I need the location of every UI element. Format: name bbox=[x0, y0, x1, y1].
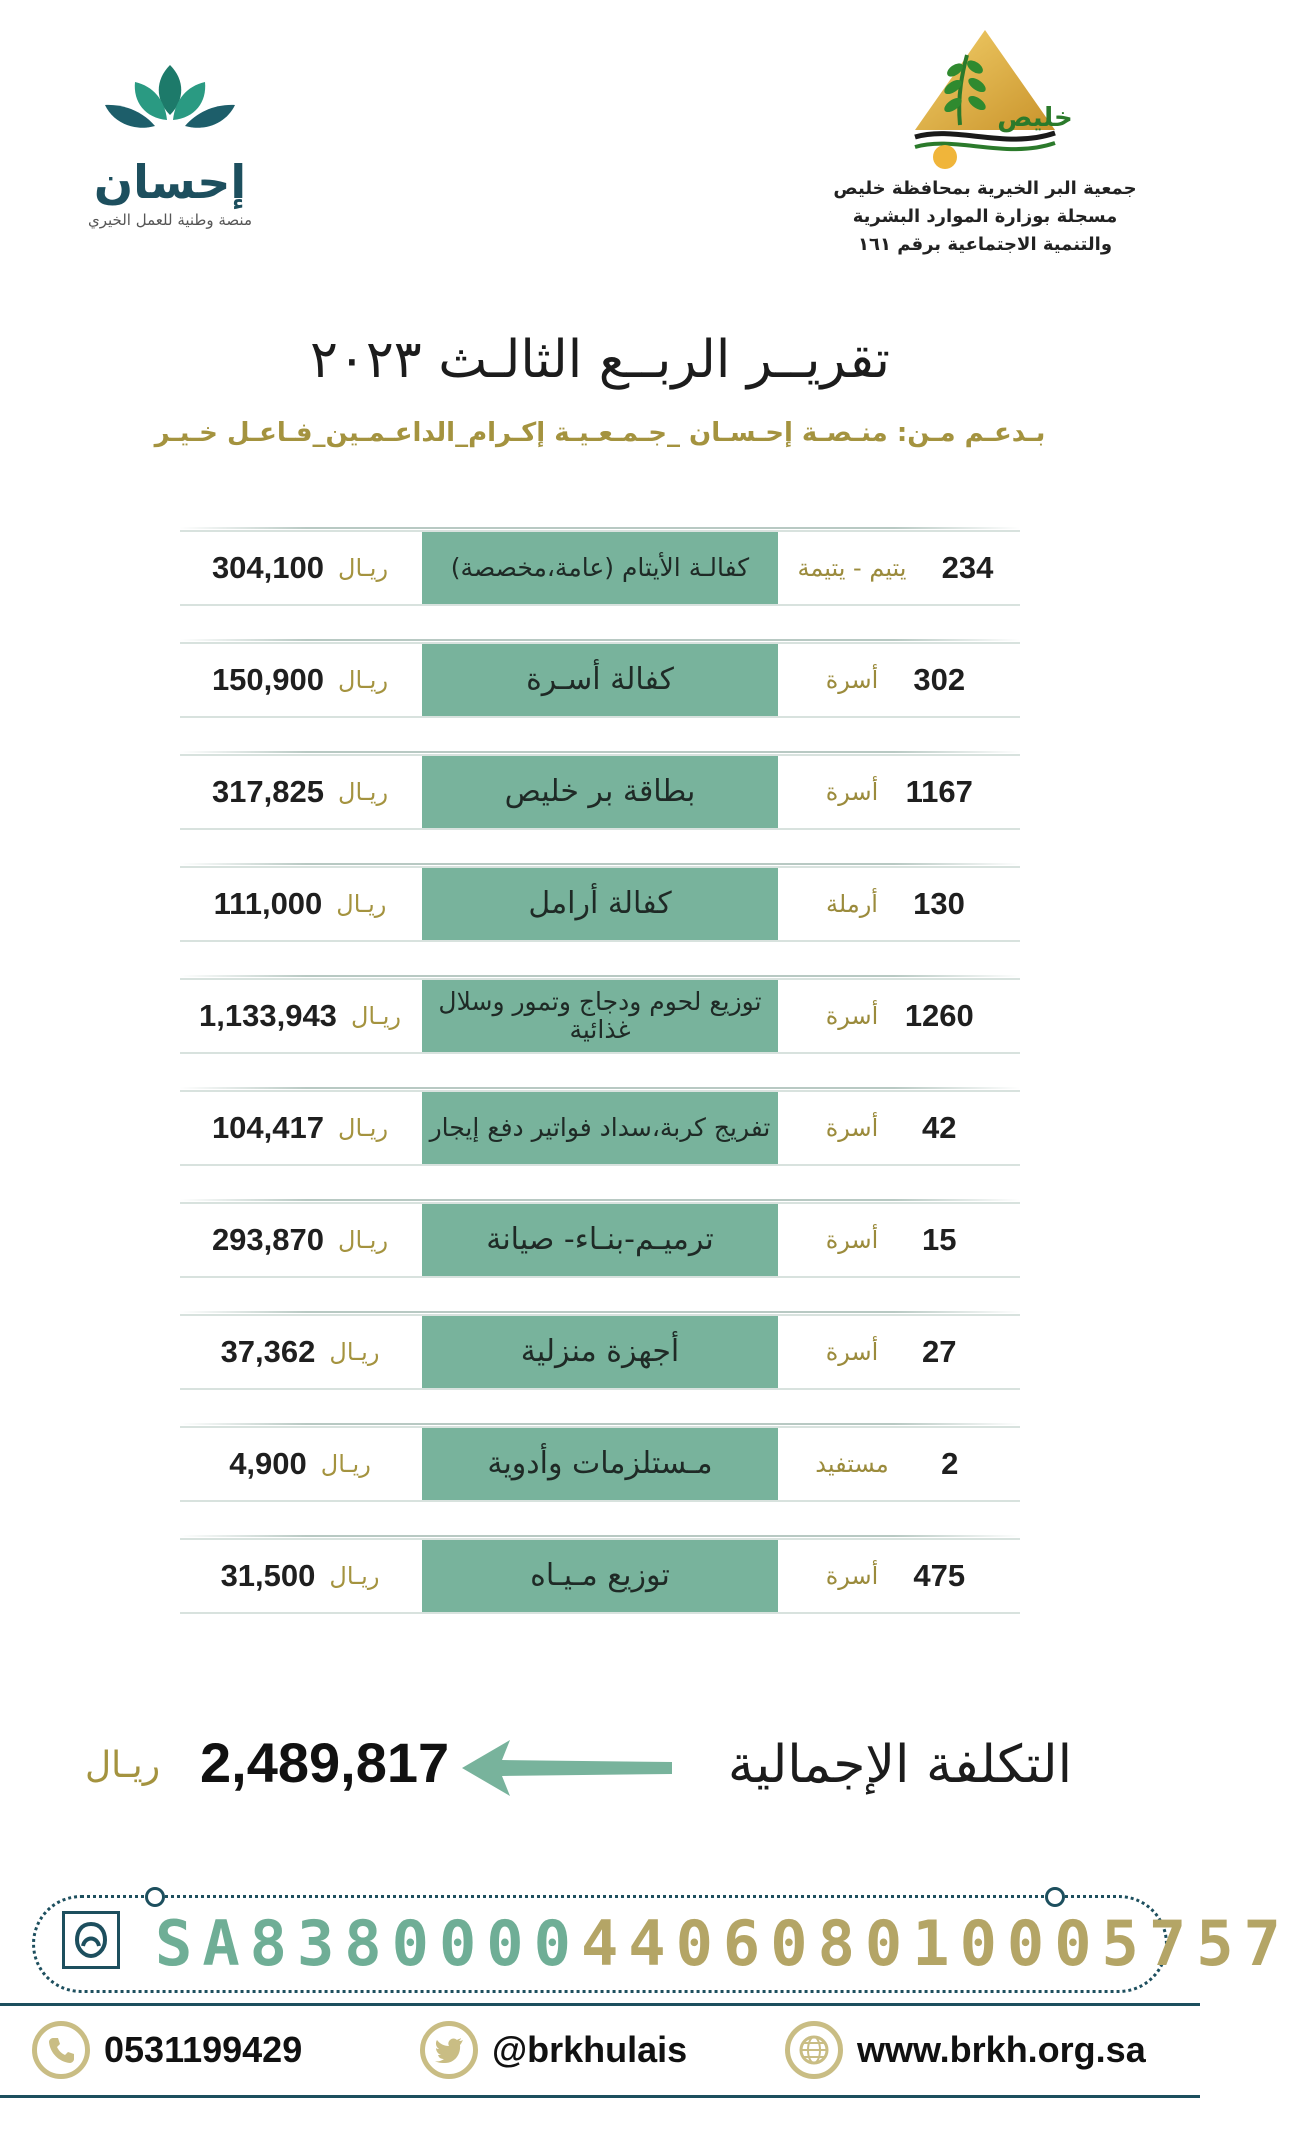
count-value: 302 bbox=[913, 662, 966, 697]
service-cell: توزيع لحوم ودجاج وتمور وسلال غذائية bbox=[422, 980, 778, 1052]
count-unit: أسرة bbox=[825, 1002, 879, 1030]
amount-value: 111,000 bbox=[213, 886, 323, 921]
amount-cell bbox=[180, 1428, 420, 1500]
table-row bbox=[180, 1090, 1020, 1166]
total-label: التكلفة الإجمالية bbox=[727, 1735, 1073, 1795]
iban-prefix: SA8380000 bbox=[155, 1907, 581, 1980]
ehsan-name: إحسان bbox=[93, 155, 247, 209]
amount-cell bbox=[180, 1316, 420, 1388]
globe-icon bbox=[785, 2021, 843, 2079]
count-unit: يتيم - يتيمة bbox=[797, 554, 907, 582]
service-cell: بطاقة بر خليص bbox=[422, 756, 778, 828]
amount-currency: ريـال bbox=[329, 1338, 380, 1366]
amount-cell bbox=[180, 532, 420, 604]
service-cell: تفريج كربة،سداد فواتير دفع إيجار bbox=[422, 1092, 778, 1164]
amount-currency: ريـال bbox=[320, 1450, 371, 1478]
report-title: تقريــر الربــع الثالـث ٢٠٢٣ bbox=[310, 330, 890, 390]
table-row bbox=[180, 530, 1020, 606]
amount-value: 304,100 bbox=[211, 550, 324, 585]
count-value: 15 bbox=[922, 1222, 957, 1257]
table-row bbox=[180, 866, 1020, 942]
count-value: 2 bbox=[941, 1446, 959, 1481]
amount-value: 31,500 bbox=[220, 1558, 316, 1593]
total-currency: ريـال bbox=[85, 1745, 161, 1786]
amount-currency: ريـال bbox=[338, 666, 389, 694]
khulais-logo bbox=[820, 25, 1150, 285]
amount-value: 293,870 bbox=[211, 1222, 324, 1257]
ehsan-logo bbox=[80, 60, 260, 240]
twitter-icon bbox=[420, 2021, 478, 2079]
amount-currency: ريـال bbox=[336, 890, 387, 918]
table-row bbox=[180, 1426, 1020, 1502]
khulais-logo-text: خليص bbox=[997, 103, 1073, 133]
count-unit: أسرة bbox=[825, 778, 879, 806]
count-value: 130 bbox=[913, 886, 965, 921]
website-url[interactable]: www.brkh.org.sa bbox=[857, 2029, 1146, 2070]
count-unit: أرملة bbox=[826, 890, 878, 918]
table-row bbox=[180, 1538, 1020, 1614]
org-line-3: والتنمية الاجتماعية برقم ١٦١ bbox=[857, 234, 1113, 255]
amount-value: 37,362 bbox=[220, 1334, 316, 1369]
service-cell: ترميـم-بنـاء- صيانة bbox=[422, 1204, 778, 1276]
amount-currency: ريـال bbox=[338, 554, 389, 582]
org-line-1: جمعية البر الخيرية بمحافظة خليص bbox=[833, 178, 1137, 199]
service-cell: أجهزة منزلية bbox=[422, 1316, 778, 1388]
amount-currency: ريـال bbox=[329, 1562, 380, 1590]
table-row bbox=[180, 754, 1020, 830]
phone-icon bbox=[32, 2021, 90, 2079]
service-cell: توزيع مـيـاه bbox=[422, 1540, 778, 1612]
count-unit: أسرة bbox=[825, 1114, 879, 1142]
report-table bbox=[180, 530, 1020, 1620]
count-cell bbox=[780, 868, 1020, 940]
table-row bbox=[180, 978, 1020, 1054]
amount-cell bbox=[180, 980, 420, 1052]
support-line: بـدعـم مـن: منـصـة إحـسـان _جـمـعـيـة إكـرام_الداعـمـين_فـاعـل خـيـر bbox=[154, 418, 1046, 448]
service-cell: كفالة أسـرة bbox=[422, 644, 778, 716]
count-unit: أسرة bbox=[825, 1226, 879, 1254]
table-row bbox=[180, 1202, 1020, 1278]
count-value: 475 bbox=[913, 1558, 966, 1593]
table-row bbox=[180, 1314, 1020, 1390]
count-value: 234 bbox=[941, 550, 994, 585]
amount-cell bbox=[180, 1204, 420, 1276]
phone-contact[interactable] bbox=[32, 2015, 302, 2085]
count-value: 1167 bbox=[905, 774, 973, 809]
amount-cell bbox=[180, 1092, 420, 1164]
total-value: 2,489,817 bbox=[200, 1731, 450, 1794]
amount-cell bbox=[180, 756, 420, 828]
amount-value: 1,133,943 bbox=[199, 998, 337, 1033]
count-cell bbox=[780, 980, 1020, 1052]
khulais-pyramid-icon bbox=[905, 25, 1065, 175]
count-cell bbox=[780, 1204, 1020, 1276]
amount-value: 104,417 bbox=[211, 1110, 324, 1145]
amount-value: 150,900 bbox=[211, 662, 324, 697]
count-cell bbox=[780, 532, 1020, 604]
twitter-contact[interactable] bbox=[420, 2015, 687, 2085]
count-cell bbox=[780, 756, 1020, 828]
org-line-2: مسجلة بوزارة الموارد البشرية bbox=[852, 206, 1118, 227]
count-cell bbox=[780, 1092, 1020, 1164]
count-cell bbox=[780, 1316, 1020, 1388]
count-unit: أسرة bbox=[825, 666, 879, 694]
count-value: 42 bbox=[922, 1110, 957, 1145]
amount-cell bbox=[180, 868, 420, 940]
table-row bbox=[180, 642, 1020, 718]
amount-currency: ريـال bbox=[338, 1226, 389, 1254]
website-contact[interactable] bbox=[785, 2015, 1146, 2085]
count-cell bbox=[780, 1540, 1020, 1612]
bank-icon bbox=[62, 1911, 120, 1969]
amount-value: 4,900 bbox=[229, 1446, 307, 1481]
iban-number[interactable] bbox=[155, 1904, 1291, 1984]
footer-divider bbox=[0, 2003, 1200, 2006]
ehsan-tagline: منصة وطنية للعمل الخيري bbox=[88, 211, 252, 229]
amount-currency: ريـال bbox=[338, 1114, 389, 1142]
arrow-left-icon bbox=[462, 1740, 672, 1796]
amount-currency: ريـال bbox=[350, 1002, 401, 1030]
service-cell: مـستلزمات وأدوية bbox=[422, 1428, 778, 1500]
service-cell: كفالة أرامل bbox=[422, 868, 778, 940]
count-unit: أسرة bbox=[825, 1562, 879, 1590]
amount-cell bbox=[180, 1540, 420, 1612]
phone-number[interactable]: 0531199429 bbox=[104, 2029, 303, 2070]
service-cell: كفالـة الأيتام (عامة،مخصصة) bbox=[422, 532, 778, 604]
count-cell bbox=[780, 644, 1020, 716]
twitter-handle[interactable]: @brkhulais bbox=[492, 2029, 688, 2070]
count-unit: أسرة bbox=[825, 1338, 879, 1366]
iban-rest: 440608010005757 bbox=[580, 1907, 1291, 1980]
footer-divider bbox=[0, 2095, 1200, 2098]
amount-value: 317,825 bbox=[211, 774, 324, 809]
amount-cell bbox=[180, 644, 420, 716]
count-cell bbox=[780, 1428, 1020, 1500]
count-value: 27 bbox=[922, 1334, 957, 1369]
count-unit: مستفيد bbox=[815, 1450, 889, 1478]
amount-currency: ريـال bbox=[338, 778, 389, 806]
count-value: 1260 bbox=[904, 998, 974, 1033]
ehsan-leaf-icon bbox=[95, 60, 245, 155]
